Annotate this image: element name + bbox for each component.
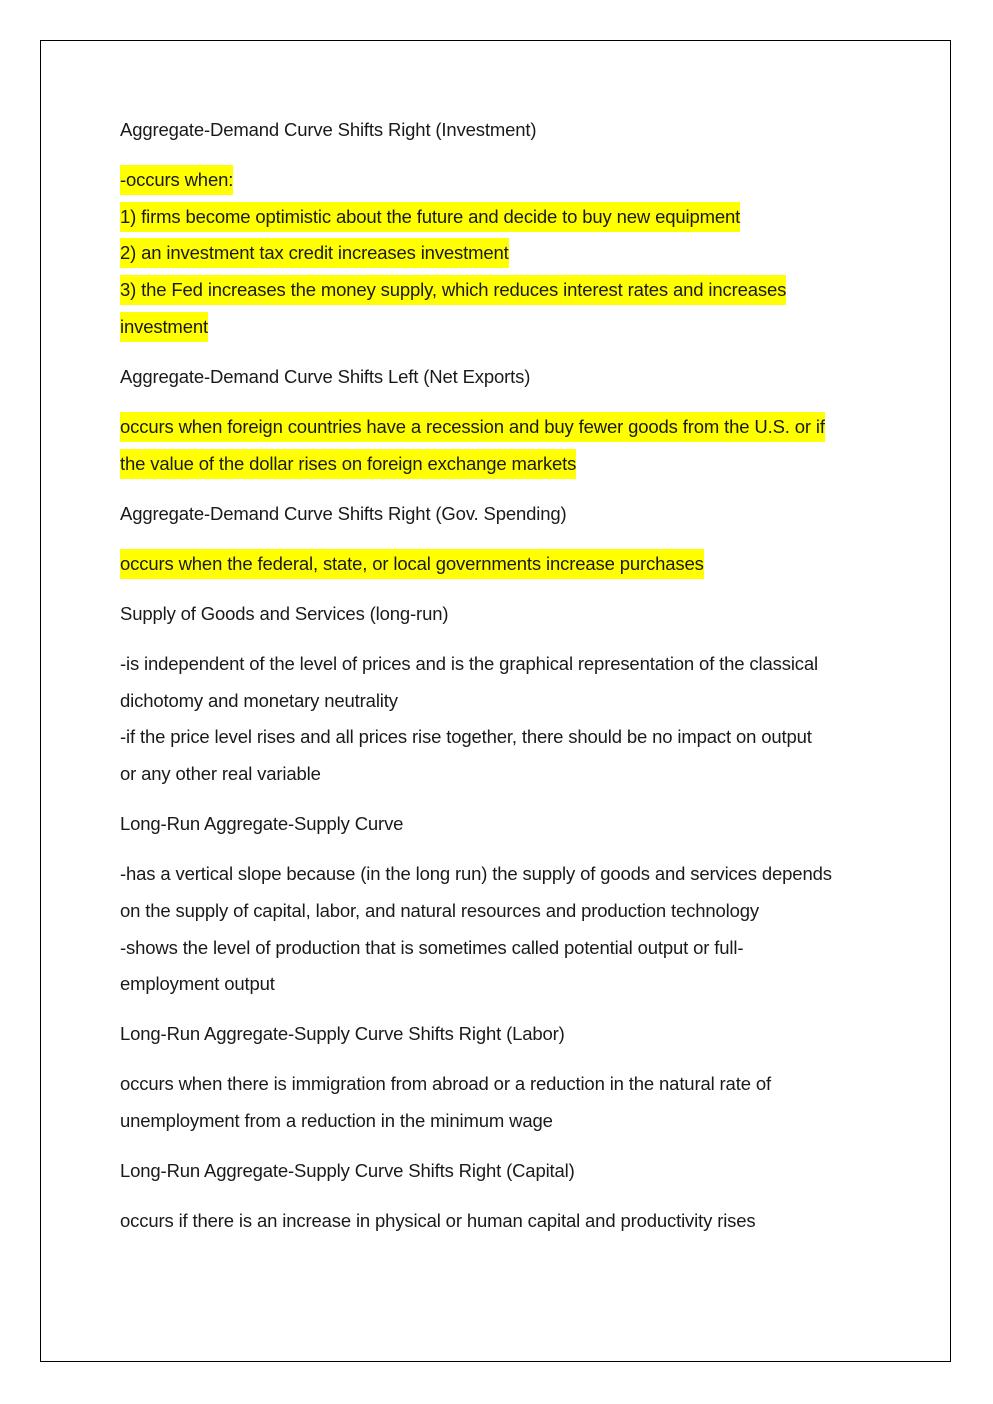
paragraph-gap (120, 149, 880, 162)
paragraph-gap (120, 1003, 880, 1016)
section-heading: Long-Run Aggregate-Supply Curve Shifts Right (Labor) (120, 1023, 565, 1045)
body-line (120, 199, 880, 236)
paragraph-gap (120, 396, 880, 409)
body-line: -shows the level of production that is sometimes called potential output or full- (120, 936, 744, 958)
body-line: occurs when there is immigration from abroad or a reduction in the natural rate of (120, 1073, 771, 1095)
body-line: dichotomy and monetary neutrality (120, 689, 398, 711)
section-heading: Aggregate-Demand Curve Shifts Right (Gov. Spending) (120, 502, 567, 524)
highlighted-text: investment (120, 312, 208, 342)
highlighted-text: the value of the dollar rises on foreign exchange markets (120, 449, 576, 479)
highlighted-text: 2) an investment tax credit increases investment (120, 238, 509, 268)
highlighted-text: 3) the Fed increases the money supply, which reduces interest rates and increases (120, 275, 786, 305)
body-line: unemployment from a reduction in the minimum wage (120, 1110, 553, 1132)
paragraph-gap (120, 1053, 880, 1066)
highlighted-text: -occurs when: (120, 165, 233, 195)
paragraph-gap (120, 1190, 880, 1203)
section-supply-long-run (120, 596, 880, 806)
highlighted-text: 1) firms become optimistic about the future and decide to buy new equipment (120, 202, 740, 232)
highlighted-text: occurs when foreign countries have a recession and buy fewer goods from the U.S. or if (120, 412, 825, 442)
section-lras-right-labor (120, 1016, 880, 1153)
section-ad-left-net-exports (120, 359, 880, 496)
body-line: on the supply of capital, labor, and natural resources and production technology (120, 899, 760, 921)
body-line (120, 309, 880, 346)
section-lras-right-capital (120, 1153, 880, 1240)
paragraph-gap (120, 843, 880, 856)
body-line: -if the price level rises and all prices rise together, there should be no impact on output (120, 726, 812, 748)
body-line: occurs if there is an increase in physical or human capital and productivity rises (120, 1210, 756, 1232)
body-line (120, 546, 880, 583)
section-lras-curve (120, 806, 880, 1016)
paragraph-gap (120, 346, 880, 359)
section-heading: Long-Run Aggregate-Supply Curve (120, 813, 404, 835)
section-heading: Long-Run Aggregate-Supply Curve Shifts Right (Capital) (120, 1160, 575, 1182)
body-line: -is independent of the level of prices and is the graphical representation of the classical (120, 652, 818, 674)
paragraph-gap (120, 793, 880, 806)
body-line (120, 272, 880, 309)
body-line: employment output (120, 973, 275, 995)
section-ad-right-gov-spending (120, 496, 880, 596)
paragraph-gap (120, 583, 880, 596)
document-body (120, 112, 880, 1240)
paragraph-gap (120, 1140, 880, 1153)
section-ad-right-investment (120, 112, 880, 359)
paragraph-gap (120, 633, 880, 646)
paragraph-gap (120, 482, 880, 495)
section-heading: Aggregate-Demand Curve Shifts Right (Investment) (120, 119, 537, 140)
body-line: -has a vertical slope because (in the long run) the supply of goods and services depends (120, 863, 832, 885)
paragraph-gap (120, 532, 880, 545)
section-heading: Supply of Goods and Services (long-run) (120, 602, 449, 624)
section-heading: Aggregate-Demand Curve Shifts Left (Net Exports) (120, 365, 531, 387)
highlighted-text: occurs when the federal, state, or local governments increase purchases (120, 549, 704, 579)
body-line (120, 409, 880, 446)
body-line: or any other real variable (120, 763, 321, 785)
body-line (120, 446, 880, 483)
body-line (120, 162, 880, 199)
body-line (120, 235, 880, 272)
